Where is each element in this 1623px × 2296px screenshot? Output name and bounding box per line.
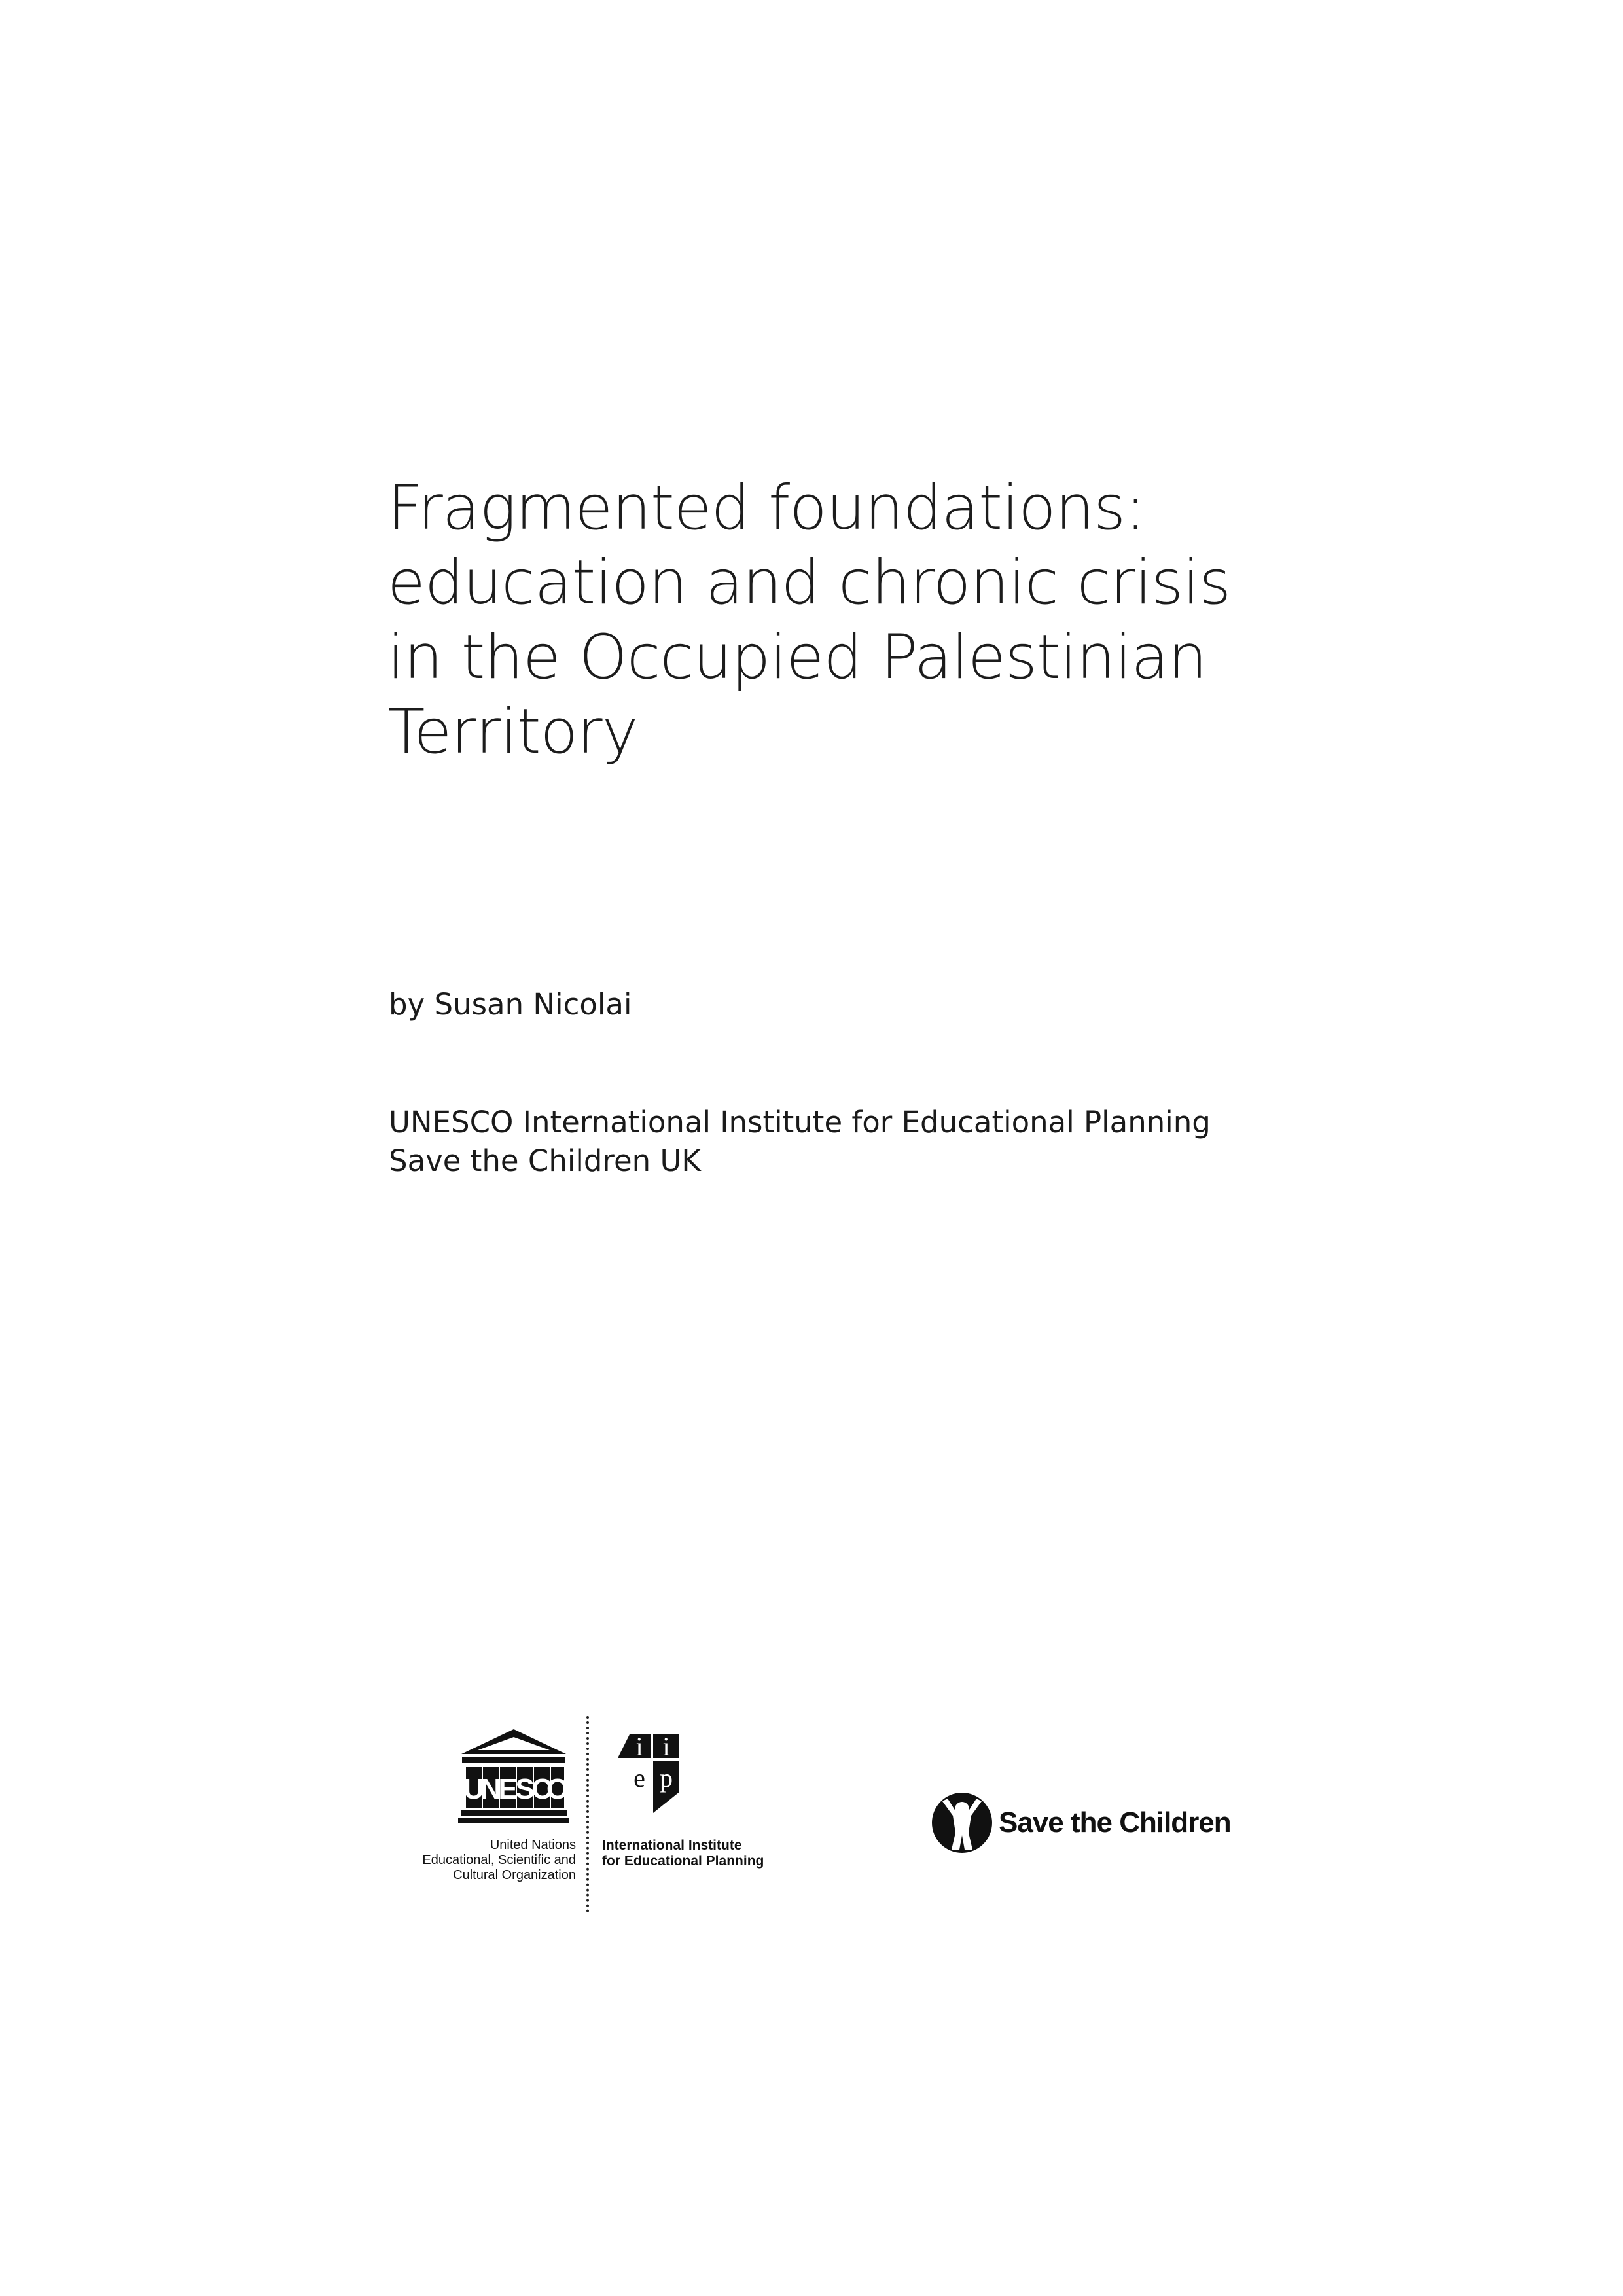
iiep-caption-line: International Institute [602, 1838, 742, 1853]
svg-text:S: S [515, 1773, 535, 1805]
title-line-2: education and chronic crisis [387, 547, 1231, 619]
iiep-caption [602, 1838, 764, 1869]
unesco-logo [380, 1715, 576, 1885]
save-the-children-logo [929, 1787, 1270, 1859]
svg-text:O: O [546, 1773, 569, 1805]
logo-divider [586, 1716, 589, 1912]
iiep-emblem-icon [610, 1734, 695, 1820]
svg-text:e: e [633, 1763, 645, 1793]
unesco-caption-line: Cultural Organization [453, 1868, 576, 1882]
unesco-temple-icon [458, 1728, 569, 1833]
unesco-caption-line: United Nations [490, 1838, 576, 1852]
svg-text:N: N [480, 1773, 501, 1805]
svg-text:U: U [463, 1773, 484, 1805]
publisher-save-the-children: Save the Children UK [389, 1143, 701, 1178]
save-the-children-wordmark: Save the Children [999, 1806, 1231, 1839]
iiep-caption-line: for Educational Planning [602, 1854, 764, 1869]
unesco-caption-line: Educational, Scientific and [422, 1853, 576, 1867]
publishers [389, 1103, 1211, 1180]
author-line: by Susan Nicolai [389, 987, 632, 1022]
svg-text:i: i [635, 1734, 643, 1761]
unesco-caption [422, 1838, 576, 1883]
logo-area [380, 1715, 1296, 1924]
title-line-4: Territory [387, 696, 638, 768]
svg-text:C: C [531, 1773, 552, 1805]
svg-text:p: p [660, 1763, 673, 1793]
title-line-1: Fragmented foundations: [387, 473, 1145, 544]
publisher-iiep: UNESCO International Institute for Educational Planning [389, 1105, 1211, 1139]
title-line-3: in the Occupied Palestinian [387, 622, 1207, 693]
iiep-logo [602, 1715, 812, 1885]
book-title [387, 471, 1304, 770]
svg-text:E: E [498, 1773, 518, 1805]
save-the-children-child-icon [929, 1787, 995, 1859]
svg-text:i: i [662, 1734, 670, 1761]
